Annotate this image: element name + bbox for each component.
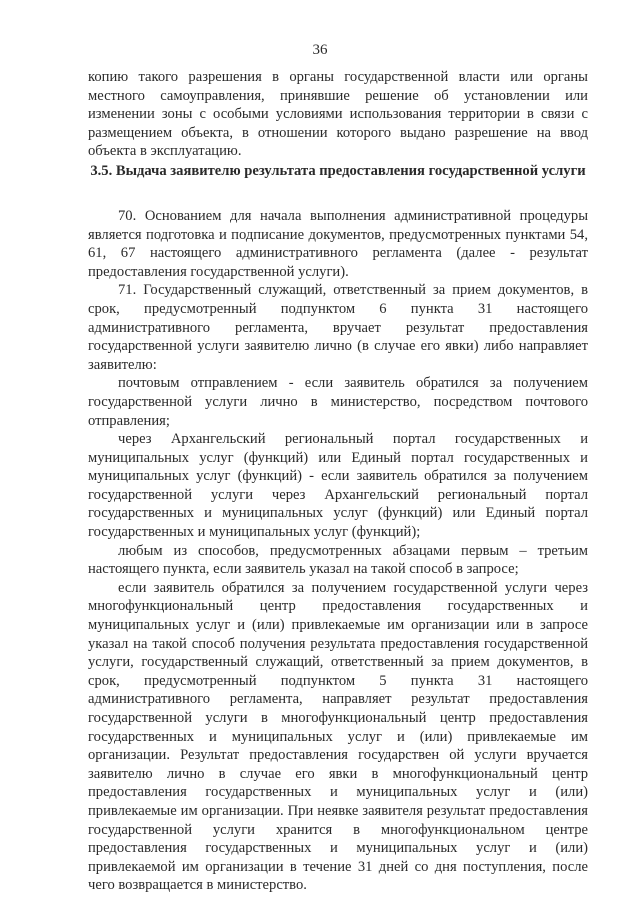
paragraph-continuation: копию такого разрешения в органы государственной власти или органы местного самоуправления, принявшие решение об установлении или изменении зоны с особыми условиями использования территории в связи с размещением объекта, в отношении которого выдано разрешение на ввод объекта в эксплуатацию. [88,69,588,160]
page-number: 36 [312,42,328,58]
paragraph-portal: через Архангельский региональный портал государственных и муниципальных услуг (функций) или Единый портал государственных и муниципальных услуг (функций) - если заявитель обратился за получением государственной услуги через Архангельский региональный портал государственных и муниципальных услуг (функций) или Единый портал государственных и муниципальных услуг (функций); [88,431,588,541]
paragraph-any-method: любым из способов, предусмотренных абзацами первым – третьим настоящего пункта, если заявитель указал на такой способ в запросе; [88,542,588,578]
paragraph-mfc: если заявитель обратился за получением государственной услуги через многофункциональный центр предоставления государственных и муниципальных услуг и (или) привлекаемые им организации или в запросе указал на такой способ получения результата предоставления государственной услуги, государственный служащий, ответственный за прием документов, в срок, предусмотренный подпунктом 5 пункта 31 настоящего административного регламента, направляет результат предоставления государственной услуги в многофункциональный центр предоставления государственных и муниципальных услуг и (или) привлекаемые им организации. Результат предоставления государствен ой услуги вручается заявителю лично в случае его явки в многофункциональный центр предоставления государственных и муниципальных услуг и (или) привлекаемые им организации. При неявке заявителя результат предоставления государственной услуги хранится в многофункциональном центре предоставления государственных и муниципальных услуг и (или) привлекаемой им организации в течение 31 дней со дня поступления, после чего возвращается в министерство. [88,579,588,894]
paragraph-70: 70. Основанием для начала выполнения административной процедуры является подготовка и подписание документов, предусмотренных пунктами 54, 61, 67 настоящего административного регламента (далее - результат предоставления государственной услуги). [88,207,588,280]
paragraph-postal: почтовым отправлением - если заявитель обратился за получением государственной услуги лично в министерство, посредством почтового отправления; [88,375,588,429]
document-body [88,68,588,895]
section-heading: 3.5. Выдача заявителю результата предоставления государственной услуги [90,162,586,179]
paragraph-71: 71. Государственный служащий, ответственный за прием документов, в срок, предусмотренный подпунктом 6 пункта 31 настоящего административного регламента, вручает результат предоставления государственной услуги заявителю лично (в случае его явки) либо направляет заявителю: [88,282,588,373]
